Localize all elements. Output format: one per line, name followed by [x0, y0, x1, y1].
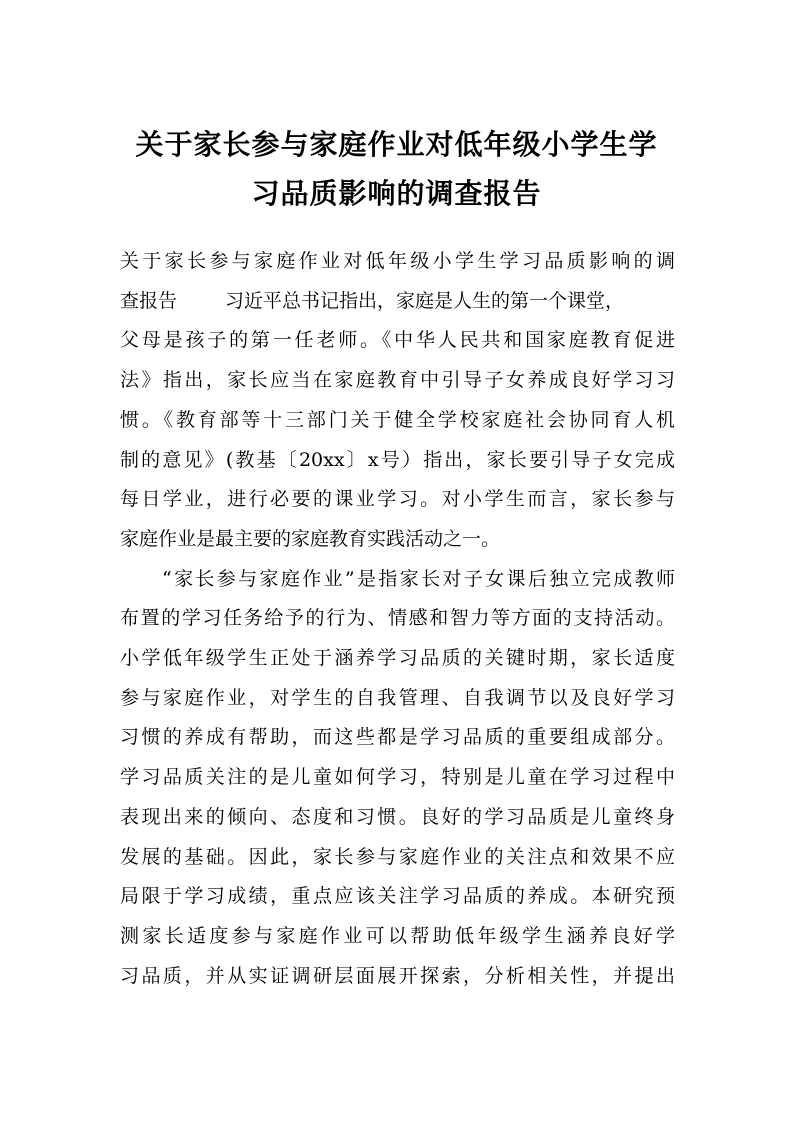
document-body [120, 242, 675, 996]
paragraph-line: 发展的基础。因此，家长参与家庭作业的关注点和效果不应 [120, 845, 675, 868]
document-title-line-2: 习品质影响的调查报告 [251, 177, 542, 210]
paragraph-line: 小学低年级学生正处于涵养学习品质的关键时期，家长适度 [120, 647, 675, 670]
paragraph-line: 布置的学习任务给予的行为、情感和智力等方面的支持活动。 [120, 607, 675, 630]
paragraph-line: 学习品质关注的是儿童如何学习，特别是儿童在学习过程中 [120, 766, 675, 789]
paragraph-fragment: 习近平总书记指出，家庭是人生的第一个课堂， [225, 289, 625, 312]
document-title-line-1: 关于家长参与家庭作业对低年级小学生学 [135, 128, 658, 161]
paragraph-line: 局限于学习成绩，重点应该关注学习品质的养成。本研究预 [120, 885, 675, 908]
paragraph-2 [120, 560, 675, 997]
subtitle-fragment: 查报告 [120, 289, 178, 312]
paragraph-line: 表现出来的倾向、态度和习惯。良好的学习品质是儿童终身 [120, 805, 675, 828]
paragraph-line: 家庭作业是最主要的家庭教育实践活动之一。 [120, 527, 501, 550]
paragraph-line: “家长参与家庭作业”是指家长对子女课后独立完成教师 [162, 567, 675, 590]
paragraph-line: 父母是孩子的第一任老师。《中华人民共和国家庭教育促进 [120, 329, 675, 352]
paragraph-line: 习品质，并从实证调研层面展开探索，分析相关性，并提出 [120, 964, 675, 987]
paragraph-line: 习惯的养成有帮助，而这些都是学习品质的重要组成部分。 [120, 726, 675, 749]
paragraph-line: 每日学业，进行必要的课业学习。对小学生而言，家长参与 [120, 488, 675, 511]
paragraph-line: 惯。《教育部等十三部门关于健全学校家庭社会协同育人机 [120, 408, 675, 431]
paragraph-1 [120, 242, 675, 560]
paragraph-line: 测家长适度参与家庭作业可以帮助低年级学生涵养良好学 [120, 924, 675, 947]
paragraph-line: 参与家庭作业，对学生的自我管理、自我调节以及良好学习 [120, 686, 675, 709]
paragraph-line: 关于家长参与家庭作业对低年级小学生学习品质影响的调 [120, 250, 675, 272]
paragraph-line: 法》指出，家长应当在家庭教育中引导子女养成良好学习习 [120, 369, 675, 392]
paragraph-line [120, 282, 675, 322]
paragraph-line: 制的意见》(教基〔20xx〕x号）指出，家长要引导子女完成 [120, 448, 675, 471]
